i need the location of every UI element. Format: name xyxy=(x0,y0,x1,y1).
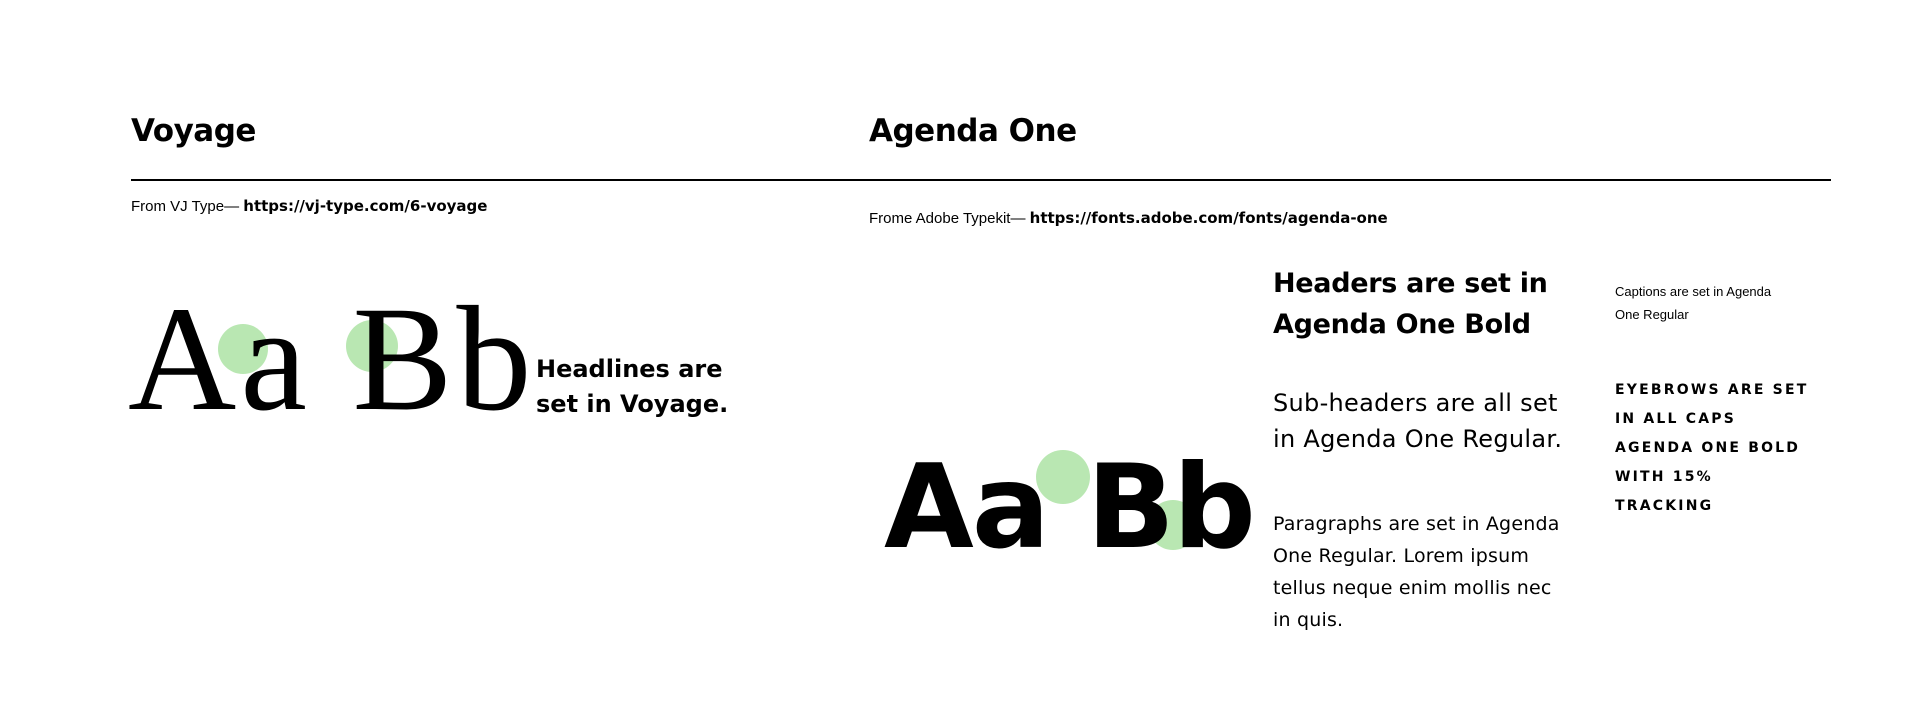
subheaders-note: Sub-headers are all set in Agenda One Regular. xyxy=(1273,389,1563,453)
captions-note: Captions are set in Agenda One Regular xyxy=(1615,284,1772,322)
voyage-source-prefix: From VJ Type— xyxy=(131,198,244,215)
agenda-specimen-glyphs: Aa Bb xyxy=(884,440,1254,575)
headers-note: Headers are set in Agenda One Bold xyxy=(1273,268,1548,340)
eyebrows-note: EYEBROWS ARE SET IN ALL CAPS AGENDA ONE BOLD WITH 15% TRACKING xyxy=(1615,382,1809,514)
divider-rule xyxy=(131,179,1831,181)
voyage-source xyxy=(131,197,487,215)
agenda-source xyxy=(869,209,1388,227)
voyage-title: Voyage xyxy=(131,113,256,149)
agenda-source-prefix: Frome Adobe Typekit— xyxy=(869,210,1030,227)
voyage-specimen-glyphs: Aa Bb xyxy=(128,276,536,442)
voyage-headline-note: Headlines are set in Voyage. xyxy=(536,355,729,418)
paragraphs-note: Paragraphs are set in Agenda One Regular. Lorem ipsum tellus neque enim mollis nec in quis. xyxy=(1273,513,1560,631)
voyage-source-link[interactable]: https://vj-type.com/6-voyage xyxy=(243,197,488,215)
agenda-one-title: Agenda One xyxy=(869,113,1077,149)
agenda-source-link[interactable]: https://fonts.adobe.com/fonts/agenda-one xyxy=(1029,209,1388,227)
